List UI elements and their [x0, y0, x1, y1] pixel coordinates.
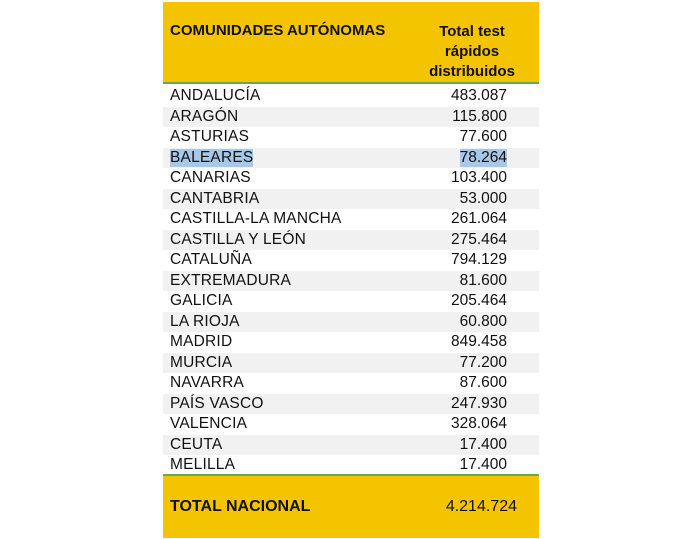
region-name: MADRID [170, 333, 233, 350]
region-value: 17.400 [459, 435, 507, 453]
table-row[interactable] [163, 373, 539, 394]
region-value: 483.087 [450, 87, 507, 104]
region-value: 60.800 [459, 312, 507, 330]
region-value: 77.600 [459, 128, 507, 145]
region-value: 205.464 [450, 292, 507, 309]
table-row[interactable] [163, 455, 539, 476]
region-value: 275.464 [450, 230, 507, 248]
total-value: 4.214.724 [445, 498, 517, 515]
table-row[interactable] [163, 271, 539, 292]
table-row[interactable] [163, 209, 539, 230]
table-row[interactable] [163, 414, 539, 435]
table-row[interactable] [163, 353, 539, 374]
table-row[interactable] [163, 312, 539, 333]
region-value: 849.458 [450, 333, 507, 350]
region-name: CASTILLA-LA MANCHA [170, 210, 342, 227]
region-name: BALEARES [170, 148, 254, 166]
region-name: MELILLA [170, 456, 236, 473]
region-name: CEUTA [170, 435, 223, 453]
table-row[interactable] [163, 291, 539, 312]
region-name: CASTILLA Y LEÓN [170, 230, 306, 248]
region-name: NAVARRA [170, 374, 245, 391]
region-name: VALENCIA [170, 415, 248, 432]
region-name: ANDALUCÍA [170, 87, 261, 104]
table-body [163, 86, 539, 476]
region-value: 103.400 [450, 169, 507, 186]
table-row[interactable] [163, 148, 539, 169]
table-row[interactable] [163, 332, 539, 353]
table-row[interactable] [163, 250, 539, 271]
region-name: MURCIA [170, 353, 233, 371]
header-region-label: COMUNIDADES AUTÓNOMAS [170, 22, 386, 39]
region-name: LA RIOJA [170, 312, 240, 330]
region-value: 794.129 [450, 251, 507, 268]
region-value: 78.264 [459, 148, 507, 166]
total-row [163, 474, 539, 538]
table-row[interactable] [163, 394, 539, 415]
table-row[interactable] [163, 435, 539, 456]
header-value-line-2: rápidos [444, 43, 500, 60]
table-row[interactable] [163, 127, 539, 148]
region-value: 261.064 [450, 210, 507, 227]
header-value-line-3: distribuidos [429, 63, 515, 80]
table-row[interactable] [163, 86, 539, 107]
region-name: EXTREMADURA [170, 271, 292, 289]
region-value: 81.600 [459, 271, 507, 289]
region-name: ASTURIAS [170, 128, 250, 145]
region-value: 247.930 [450, 394, 507, 412]
region-name: CATALUÑA [170, 251, 252, 268]
table-row[interactable] [163, 107, 539, 128]
region-value: 328.064 [450, 415, 507, 432]
region-name: CANARIAS [170, 169, 251, 186]
region-value: 53.000 [459, 189, 507, 207]
total-label: TOTAL NACIONAL [170, 498, 311, 515]
region-name: CANTABRIA [170, 189, 260, 207]
region-value: 17.400 [459, 456, 507, 473]
table-row[interactable] [163, 230, 539, 251]
header-value-line-1: Total test [439, 23, 505, 40]
tests-distribution-table [163, 2, 539, 536]
table-row[interactable] [163, 168, 539, 189]
region-value: 87.600 [459, 374, 507, 391]
header-value-label [417, 22, 527, 82]
region-value: 77.200 [459, 353, 507, 371]
table-header [163, 2, 539, 84]
region-name: GALICIA [170, 292, 233, 309]
table-row[interactable] [163, 189, 539, 210]
region-name: ARAGÓN [170, 107, 239, 125]
region-value: 115.800 [452, 107, 507, 125]
region-name: PAÍS VASCO [170, 394, 264, 412]
